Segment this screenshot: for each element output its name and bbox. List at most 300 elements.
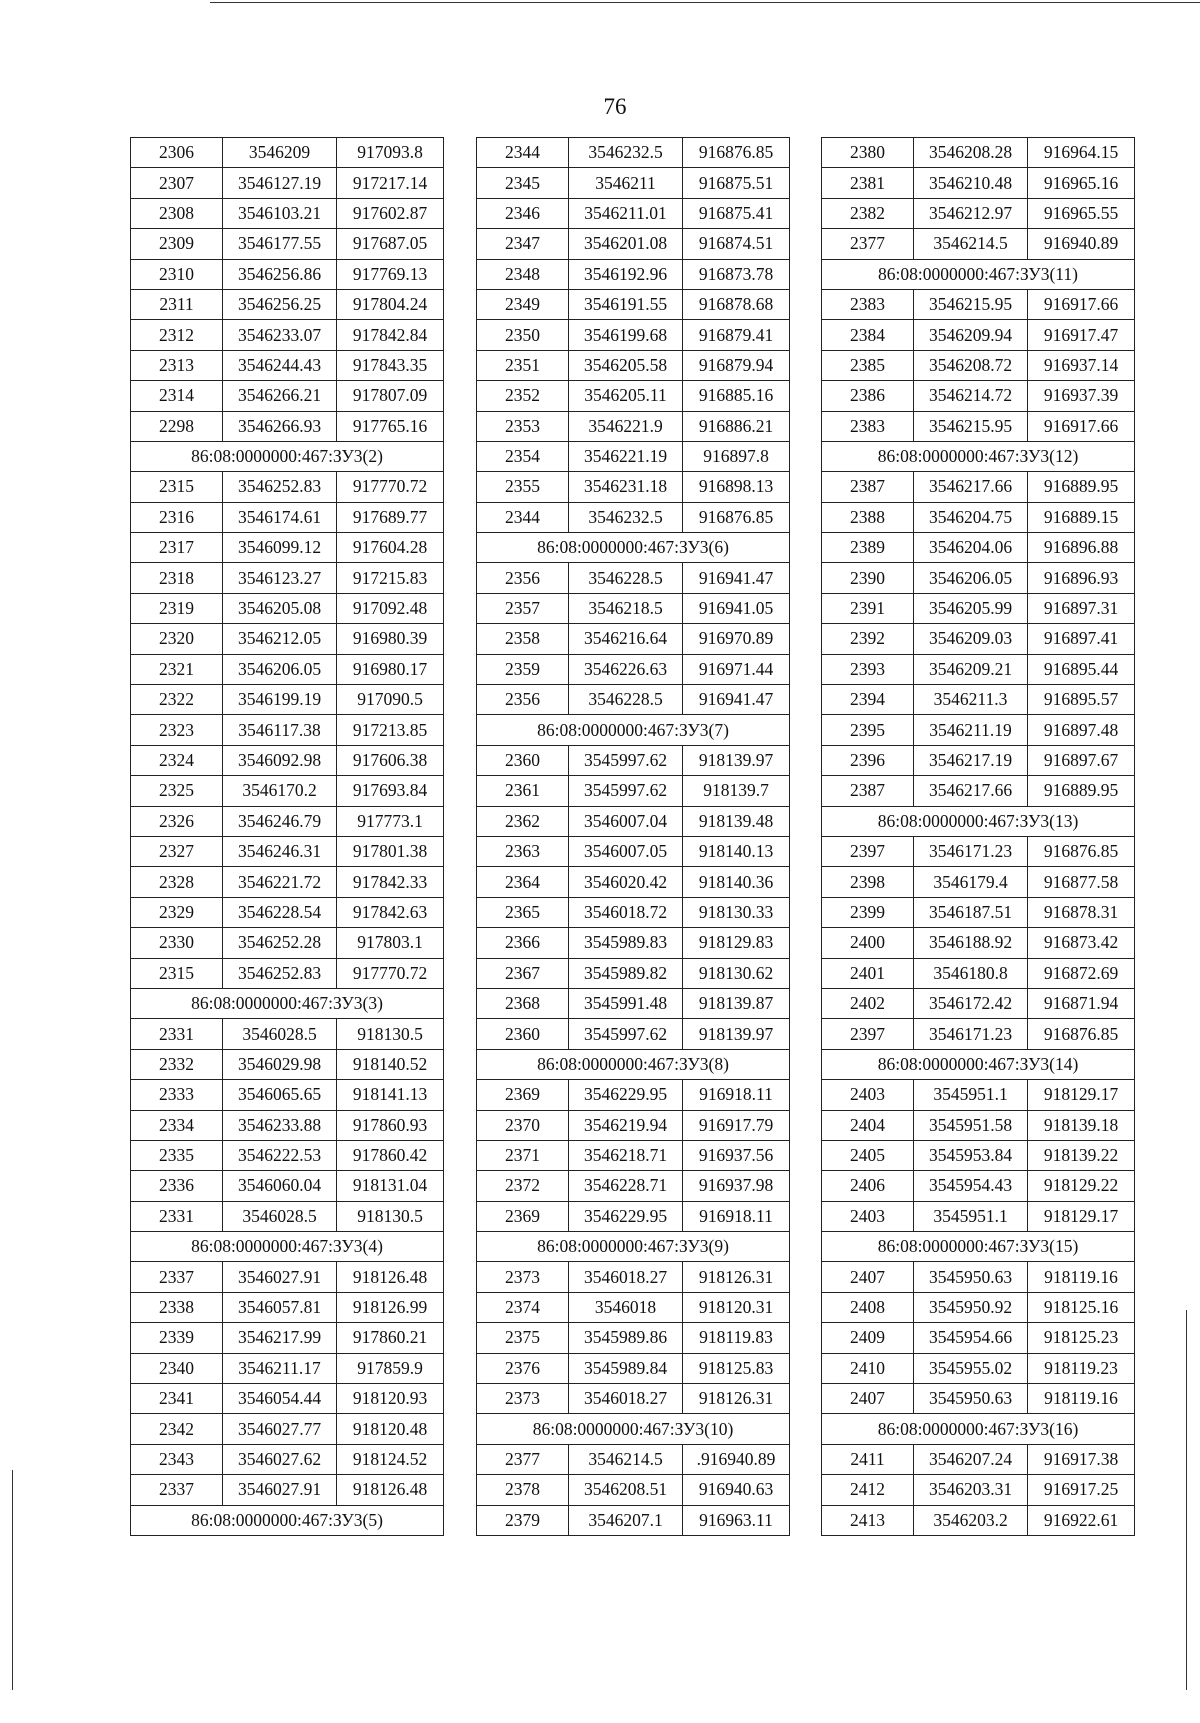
x-coordinate-cell: 3546027.91 — [223, 1262, 337, 1292]
point-number-cell: 2381 — [822, 168, 914, 198]
x-coordinate-cell: 3546029.98 — [223, 1049, 337, 1079]
point-number-cell: 2350 — [477, 320, 569, 350]
y-coordinate-cell: 917804.24 — [337, 289, 444, 319]
x-coordinate-cell: 3546228.54 — [223, 897, 337, 927]
x-coordinate-cell: 3546060.04 — [223, 1171, 337, 1201]
x-coordinate-cell: 3546256.25 — [223, 289, 337, 319]
table-row — [477, 502, 790, 532]
table-row — [131, 1353, 444, 1383]
table-row — [131, 1444, 444, 1474]
y-coordinate-cell: 918129.17 — [1028, 1080, 1135, 1110]
table-row — [131, 1475, 444, 1505]
point-number-cell: 2351 — [477, 350, 569, 380]
y-coordinate-cell: 916937.14 — [1028, 350, 1135, 380]
point-number-cell: 2324 — [131, 745, 223, 775]
table-row — [822, 411, 1135, 441]
point-number-cell: 2401 — [822, 958, 914, 988]
x-coordinate-cell: 3546214.72 — [914, 381, 1028, 411]
table-row — [131, 958, 444, 988]
y-coordinate-cell: 918131.04 — [337, 1171, 444, 1201]
table-row — [822, 1201, 1135, 1231]
table-row — [822, 289, 1135, 319]
point-number-cell: 2370 — [477, 1110, 569, 1140]
y-coordinate-cell: 918119.23 — [1028, 1353, 1135, 1383]
x-coordinate-cell: 3546172.42 — [914, 988, 1028, 1018]
parcel-section-label: 86:08:0000000:467:ЗУ3(9) — [477, 1232, 790, 1262]
y-coordinate-cell: 918126.99 — [337, 1292, 444, 1322]
point-number-cell: 2357 — [477, 593, 569, 623]
table-row — [131, 624, 444, 654]
point-number-cell: 2380 — [822, 138, 914, 168]
x-coordinate-cell: 3546221.9 — [569, 411, 683, 441]
table-row — [131, 138, 444, 168]
y-coordinate-cell: 916873.78 — [683, 259, 790, 289]
table-row — [477, 836, 790, 866]
table-row — [477, 1505, 790, 1535]
x-coordinate-cell: 3546252.83 — [223, 958, 337, 988]
y-coordinate-cell: 917860.93 — [337, 1110, 444, 1140]
point-number-cell: 2377 — [477, 1444, 569, 1474]
table-row — [131, 1292, 444, 1322]
y-coordinate-cell: 916878.31 — [1028, 897, 1135, 927]
y-coordinate-cell: 916875.51 — [683, 168, 790, 198]
y-coordinate-cell: 918129.83 — [683, 928, 790, 958]
y-coordinate-cell: 916897.41 — [1028, 624, 1135, 654]
x-coordinate-cell: 3546219.94 — [569, 1110, 683, 1140]
x-coordinate-cell: 3546211.01 — [569, 198, 683, 228]
section-header-row — [822, 441, 1135, 471]
table-row — [822, 533, 1135, 563]
point-number-cell: 2387 — [822, 472, 914, 502]
x-coordinate-cell: 3546206.05 — [914, 563, 1028, 593]
table-row — [131, 259, 444, 289]
parcel-section-label: 86:08:0000000:467:ЗУ3(6) — [477, 533, 790, 563]
point-number-cell: 2315 — [131, 958, 223, 988]
table-row — [822, 624, 1135, 654]
point-number-cell: 2387 — [822, 776, 914, 806]
x-coordinate-cell: 3546209.21 — [914, 654, 1028, 684]
parcel-section-label: 86:08:0000000:467:ЗУ3(8) — [477, 1049, 790, 1079]
y-coordinate-cell: 918126.48 — [337, 1475, 444, 1505]
table-row — [477, 441, 790, 471]
x-coordinate-cell: 3546177.55 — [223, 229, 337, 259]
point-number-cell: 2307 — [131, 168, 223, 198]
x-coordinate-cell: 3546209 — [223, 138, 337, 168]
table-row — [131, 1384, 444, 1414]
y-coordinate-cell: 918139.87 — [683, 988, 790, 1018]
parcel-section-label: 86:08:0000000:467:ЗУ3(16) — [822, 1414, 1135, 1444]
x-coordinate-cell: 3546028.5 — [223, 1019, 337, 1049]
y-coordinate-cell: 917773.1 — [337, 806, 444, 836]
point-number-cell: 2361 — [477, 776, 569, 806]
table-row — [822, 745, 1135, 775]
point-number-cell: 2333 — [131, 1080, 223, 1110]
parcel-section-label: 86:08:0000000:467:ЗУ3(14) — [822, 1049, 1135, 1079]
table-row — [477, 776, 790, 806]
point-number-cell: 2364 — [477, 867, 569, 897]
point-number-cell: 2402 — [822, 988, 914, 1018]
y-coordinate-cell: 918140.52 — [337, 1049, 444, 1079]
x-coordinate-cell: 3546027.91 — [223, 1475, 337, 1505]
x-coordinate-cell: 3545950.63 — [914, 1262, 1028, 1292]
table-row — [822, 988, 1135, 1018]
point-number-cell: 2394 — [822, 685, 914, 715]
x-coordinate-cell: 3546217.19 — [914, 745, 1028, 775]
x-coordinate-cell: 3546203.2 — [914, 1505, 1028, 1535]
point-number-cell: 2312 — [131, 320, 223, 350]
point-number-cell: 2382 — [822, 198, 914, 228]
point-number-cell: 2308 — [131, 198, 223, 228]
y-coordinate-cell: 918119.83 — [683, 1323, 790, 1353]
y-coordinate-cell: 918139.7 — [683, 776, 790, 806]
x-coordinate-cell: 3546212.97 — [914, 198, 1028, 228]
section-header-row — [477, 1049, 790, 1079]
y-coordinate-cell: 916937.98 — [683, 1171, 790, 1201]
table-row — [477, 1262, 790, 1292]
table-row — [477, 198, 790, 228]
y-coordinate-cell: 917604.28 — [337, 533, 444, 563]
section-header-row — [822, 259, 1135, 289]
y-coordinate-cell: 916886.21 — [683, 411, 790, 441]
table-row — [822, 1171, 1135, 1201]
section-header-row — [131, 1232, 444, 1262]
point-number-cell: 2306 — [131, 138, 223, 168]
section-header-row — [822, 1414, 1135, 1444]
point-number-cell: 2347 — [477, 229, 569, 259]
x-coordinate-cell: 3546207.24 — [914, 1444, 1028, 1474]
point-number-cell: 2328 — [131, 867, 223, 897]
point-number-cell: 2349 — [477, 289, 569, 319]
x-coordinate-cell: 3546208.51 — [569, 1475, 683, 1505]
point-number-cell: 2314 — [131, 381, 223, 411]
y-coordinate-cell: 917693.84 — [337, 776, 444, 806]
x-coordinate-cell: 3546244.43 — [223, 350, 337, 380]
point-number-cell: 2315 — [131, 472, 223, 502]
point-number-cell: 2354 — [477, 441, 569, 471]
table-row — [131, 685, 444, 715]
y-coordinate-cell: 916922.61 — [1028, 1505, 1135, 1535]
table-row — [131, 472, 444, 502]
point-number-cell: 2391 — [822, 593, 914, 623]
y-coordinate-cell: 916876.85 — [683, 502, 790, 532]
x-coordinate-cell: 3545954.66 — [914, 1323, 1028, 1353]
point-number-cell: 2413 — [822, 1505, 914, 1535]
y-coordinate-cell: 916876.85 — [1028, 1019, 1135, 1049]
x-coordinate-cell: 3546214.5 — [569, 1444, 683, 1474]
point-number-cell: 2371 — [477, 1140, 569, 1170]
x-coordinate-cell: 3546228.71 — [569, 1171, 683, 1201]
point-number-cell: 2343 — [131, 1444, 223, 1474]
x-coordinate-cell: 3545997.62 — [569, 776, 683, 806]
x-coordinate-cell: 3546171.23 — [914, 836, 1028, 866]
x-coordinate-cell: 3546266.93 — [223, 411, 337, 441]
x-coordinate-cell: 3546123.27 — [223, 563, 337, 593]
table-row — [477, 1201, 790, 1231]
y-coordinate-cell: 918139.18 — [1028, 1110, 1135, 1140]
y-coordinate-cell: 917687.05 — [337, 229, 444, 259]
y-coordinate-cell: 916879.41 — [683, 320, 790, 350]
y-coordinate-cell: 916897.8 — [683, 441, 790, 471]
y-coordinate-cell: 916876.85 — [683, 138, 790, 168]
page-number: 76 — [603, 94, 627, 119]
y-coordinate-cell: 916917.47 — [1028, 320, 1135, 350]
y-coordinate-cell: 916874.51 — [683, 229, 790, 259]
y-coordinate-cell: 916917.79 — [683, 1110, 790, 1140]
x-coordinate-cell: 3546204.06 — [914, 533, 1028, 563]
parcel-section-label: 86:08:0000000:467:ЗУ3(3) — [131, 988, 444, 1018]
y-coordinate-cell: 918130.5 — [337, 1201, 444, 1231]
table-row — [822, 1292, 1135, 1322]
y-coordinate-cell: 916898.13 — [683, 472, 790, 502]
y-coordinate-cell: 917842.84 — [337, 320, 444, 350]
point-number-cell: 2331 — [131, 1019, 223, 1049]
point-number-cell: 2406 — [822, 1171, 914, 1201]
y-coordinate-cell: 916873.42 — [1028, 928, 1135, 958]
point-number-cell: 2316 — [131, 502, 223, 532]
point-number-cell: 2360 — [477, 1019, 569, 1049]
x-coordinate-cell: 3545951.1 — [914, 1080, 1028, 1110]
x-coordinate-cell: 3546229.95 — [569, 1201, 683, 1231]
table-row — [822, 1019, 1135, 1049]
y-coordinate-cell: 918139.22 — [1028, 1140, 1135, 1170]
table-row — [822, 502, 1135, 532]
y-coordinate-cell: 918126.31 — [683, 1262, 790, 1292]
y-coordinate-cell: 918129.17 — [1028, 1201, 1135, 1231]
table-row — [131, 1323, 444, 1353]
table-row — [822, 1444, 1135, 1474]
point-number-cell: 2320 — [131, 624, 223, 654]
point-number-cell: 2404 — [822, 1110, 914, 1140]
y-coordinate-cell: 916917.38 — [1028, 1444, 1135, 1474]
point-number-cell: 2366 — [477, 928, 569, 958]
table-row — [131, 776, 444, 806]
parcel-section-label: 86:08:0000000:467:ЗУ3(12) — [822, 441, 1135, 471]
x-coordinate-cell: 3546171.23 — [914, 1019, 1028, 1049]
y-coordinate-cell: 918139.48 — [683, 806, 790, 836]
table-row — [822, 593, 1135, 623]
x-coordinate-cell: 3545989.84 — [569, 1353, 683, 1383]
table-row — [822, 563, 1135, 593]
table-row — [822, 1262, 1135, 1292]
table-row — [822, 1110, 1135, 1140]
y-coordinate-cell: 918126.48 — [337, 1262, 444, 1292]
y-coordinate-cell: 916980.17 — [337, 654, 444, 684]
point-number-cell: 2358 — [477, 624, 569, 654]
table-row — [477, 563, 790, 593]
point-number-cell: 2332 — [131, 1049, 223, 1079]
y-coordinate-cell: 916885.16 — [683, 381, 790, 411]
y-coordinate-cell: 916963.11 — [683, 1505, 790, 1535]
point-number-cell: 2368 — [477, 988, 569, 1018]
y-coordinate-cell: 916937.39 — [1028, 381, 1135, 411]
y-coordinate-cell: 917860.21 — [337, 1323, 444, 1353]
y-coordinate-cell: 917213.85 — [337, 715, 444, 745]
point-number-cell: 2393 — [822, 654, 914, 684]
x-coordinate-cell: 3546231.18 — [569, 472, 683, 502]
x-coordinate-cell: 3545991.48 — [569, 988, 683, 1018]
y-coordinate-cell: 918129.22 — [1028, 1171, 1135, 1201]
point-number-cell: 2372 — [477, 1171, 569, 1201]
point-number-cell: 2352 — [477, 381, 569, 411]
table-row — [131, 1414, 444, 1444]
y-coordinate-cell: 916940.63 — [683, 1475, 790, 1505]
table-row — [131, 411, 444, 441]
y-coordinate-cell: 916889.95 — [1028, 776, 1135, 806]
y-coordinate-cell: 918124.52 — [337, 1444, 444, 1474]
point-number-cell: 2309 — [131, 229, 223, 259]
point-number-cell: 2298 — [131, 411, 223, 441]
point-number-cell: 2344 — [477, 502, 569, 532]
y-coordinate-cell: 916971.44 — [683, 654, 790, 684]
section-header-row — [822, 1049, 1135, 1079]
y-coordinate-cell: 916917.25 — [1028, 1475, 1135, 1505]
y-coordinate-cell: 916875.41 — [683, 198, 790, 228]
point-number-cell: 2386 — [822, 381, 914, 411]
table-row — [477, 1444, 790, 1474]
y-coordinate-cell: 917807.09 — [337, 381, 444, 411]
x-coordinate-cell: 3546020.42 — [569, 867, 683, 897]
x-coordinate-cell: 3546208.72 — [914, 350, 1028, 380]
parcel-section-label: 86:08:0000000:467:ЗУ3(4) — [131, 1232, 444, 1262]
y-coordinate-cell: 918120.93 — [337, 1384, 444, 1414]
y-coordinate-cell: 916871.94 — [1028, 988, 1135, 1018]
x-coordinate-cell: 3546187.51 — [914, 897, 1028, 927]
parcel-section-label: 86:08:0000000:467:ЗУ3(10) — [477, 1414, 790, 1444]
parcel-section-label: 86:08:0000000:467:ЗУ3(5) — [131, 1505, 444, 1535]
table-row — [477, 350, 790, 380]
section-header-row — [477, 1414, 790, 1444]
point-number-cell: 2331 — [131, 1201, 223, 1231]
y-coordinate-cell: 916889.95 — [1028, 472, 1135, 502]
table-row — [822, 198, 1135, 228]
y-coordinate-cell: 916896.93 — [1028, 563, 1135, 593]
point-number-cell: 2407 — [822, 1384, 914, 1414]
table-row — [131, 533, 444, 563]
point-number-cell: 2348 — [477, 259, 569, 289]
y-coordinate-cell: 916897.67 — [1028, 745, 1135, 775]
table-row — [477, 624, 790, 654]
x-coordinate-cell: 3546217.66 — [914, 776, 1028, 806]
point-number-cell: 2313 — [131, 350, 223, 380]
table-row — [477, 1080, 790, 1110]
x-coordinate-cell: 3546229.95 — [569, 1080, 683, 1110]
y-coordinate-cell: 916917.66 — [1028, 411, 1135, 441]
point-number-cell: 2399 — [822, 897, 914, 927]
table-row — [477, 1384, 790, 1414]
table-row — [477, 1353, 790, 1383]
point-number-cell: 2318 — [131, 563, 223, 593]
table-row — [477, 289, 790, 319]
x-coordinate-cell: 3546233.07 — [223, 320, 337, 350]
point-number-cell: 2409 — [822, 1323, 914, 1353]
point-number-cell: 2338 — [131, 1292, 223, 1322]
y-coordinate-cell: 917090.5 — [337, 685, 444, 715]
table-row — [477, 411, 790, 441]
x-coordinate-cell: 3545989.83 — [569, 928, 683, 958]
y-coordinate-cell: 917215.83 — [337, 563, 444, 593]
point-number-cell: 2403 — [822, 1201, 914, 1231]
x-coordinate-cell: 3546205.11 — [569, 381, 683, 411]
point-number-cell: 2355 — [477, 472, 569, 502]
x-coordinate-cell: 3546228.5 — [569, 563, 683, 593]
table-row — [477, 593, 790, 623]
x-coordinate-cell: 3546205.99 — [914, 593, 1028, 623]
y-coordinate-cell: 916941.47 — [683, 685, 790, 715]
point-number-cell: 2311 — [131, 289, 223, 319]
table-row — [131, 1171, 444, 1201]
x-coordinate-cell: 3546256.86 — [223, 259, 337, 289]
x-coordinate-cell: 3546266.21 — [223, 381, 337, 411]
x-coordinate-cell: 3545989.86 — [569, 1323, 683, 1353]
table-row — [131, 806, 444, 836]
x-coordinate-cell: 3546246.79 — [223, 806, 337, 836]
scan-edge-mark — [12, 1470, 13, 1690]
y-coordinate-cell: 918130.5 — [337, 1019, 444, 1049]
x-coordinate-cell: 3546246.31 — [223, 836, 337, 866]
x-coordinate-cell: 3546179.4 — [914, 867, 1028, 897]
y-coordinate-cell: 916980.39 — [337, 624, 444, 654]
x-coordinate-cell: 3546209.94 — [914, 320, 1028, 350]
point-number-cell: 2389 — [822, 533, 914, 563]
point-number-cell: 2365 — [477, 897, 569, 927]
table-row — [131, 867, 444, 897]
table-row — [477, 320, 790, 350]
x-coordinate-cell: 3546007.04 — [569, 806, 683, 836]
x-coordinate-cell: 3546199.68 — [569, 320, 683, 350]
point-number-cell: 2322 — [131, 685, 223, 715]
table-row — [822, 1353, 1135, 1383]
table-row — [131, 1201, 444, 1231]
x-coordinate-cell: 3546215.95 — [914, 411, 1028, 441]
table-row — [131, 350, 444, 380]
y-coordinate-cell: 918120.48 — [337, 1414, 444, 1444]
table-row — [822, 1323, 1135, 1353]
table-row — [131, 593, 444, 623]
x-coordinate-cell: 3545997.62 — [569, 1019, 683, 1049]
point-number-cell: 2345 — [477, 168, 569, 198]
point-number-cell: 2369 — [477, 1201, 569, 1231]
x-coordinate-cell: 3546211.17 — [223, 1353, 337, 1383]
x-coordinate-cell: 3546232.5 — [569, 138, 683, 168]
x-coordinate-cell: 3546205.58 — [569, 350, 683, 380]
x-coordinate-cell: 3546210.48 — [914, 168, 1028, 198]
x-coordinate-cell: 3546092.98 — [223, 745, 337, 775]
y-coordinate-cell: 917860.42 — [337, 1140, 444, 1170]
y-coordinate-cell: 917843.35 — [337, 350, 444, 380]
x-coordinate-cell: 3546099.12 — [223, 533, 337, 563]
table-row — [477, 897, 790, 927]
x-coordinate-cell: 3546217.99 — [223, 1323, 337, 1353]
x-coordinate-cell: 3546226.63 — [569, 654, 683, 684]
y-coordinate-cell: 916918.11 — [683, 1201, 790, 1231]
y-coordinate-cell: 916965.55 — [1028, 198, 1135, 228]
x-coordinate-cell: 3546201.08 — [569, 229, 683, 259]
x-coordinate-cell: 3546028.5 — [223, 1201, 337, 1231]
point-number-cell: 2373 — [477, 1384, 569, 1414]
table-row — [822, 1475, 1135, 1505]
table-row — [131, 289, 444, 319]
point-number-cell: 2410 — [822, 1353, 914, 1383]
point-number-cell: 2376 — [477, 1353, 569, 1383]
x-coordinate-cell: 3545951.1 — [914, 1201, 1028, 1231]
point-number-cell: 2397 — [822, 1019, 914, 1049]
y-coordinate-cell: 916918.11 — [683, 1080, 790, 1110]
point-number-cell: 2398 — [822, 867, 914, 897]
point-number-cell: 2346 — [477, 198, 569, 228]
point-number-cell: 2383 — [822, 411, 914, 441]
parcel-section-label: 86:08:0000000:467:ЗУ3(2) — [131, 441, 444, 471]
x-coordinate-cell: 3545953.84 — [914, 1140, 1028, 1170]
